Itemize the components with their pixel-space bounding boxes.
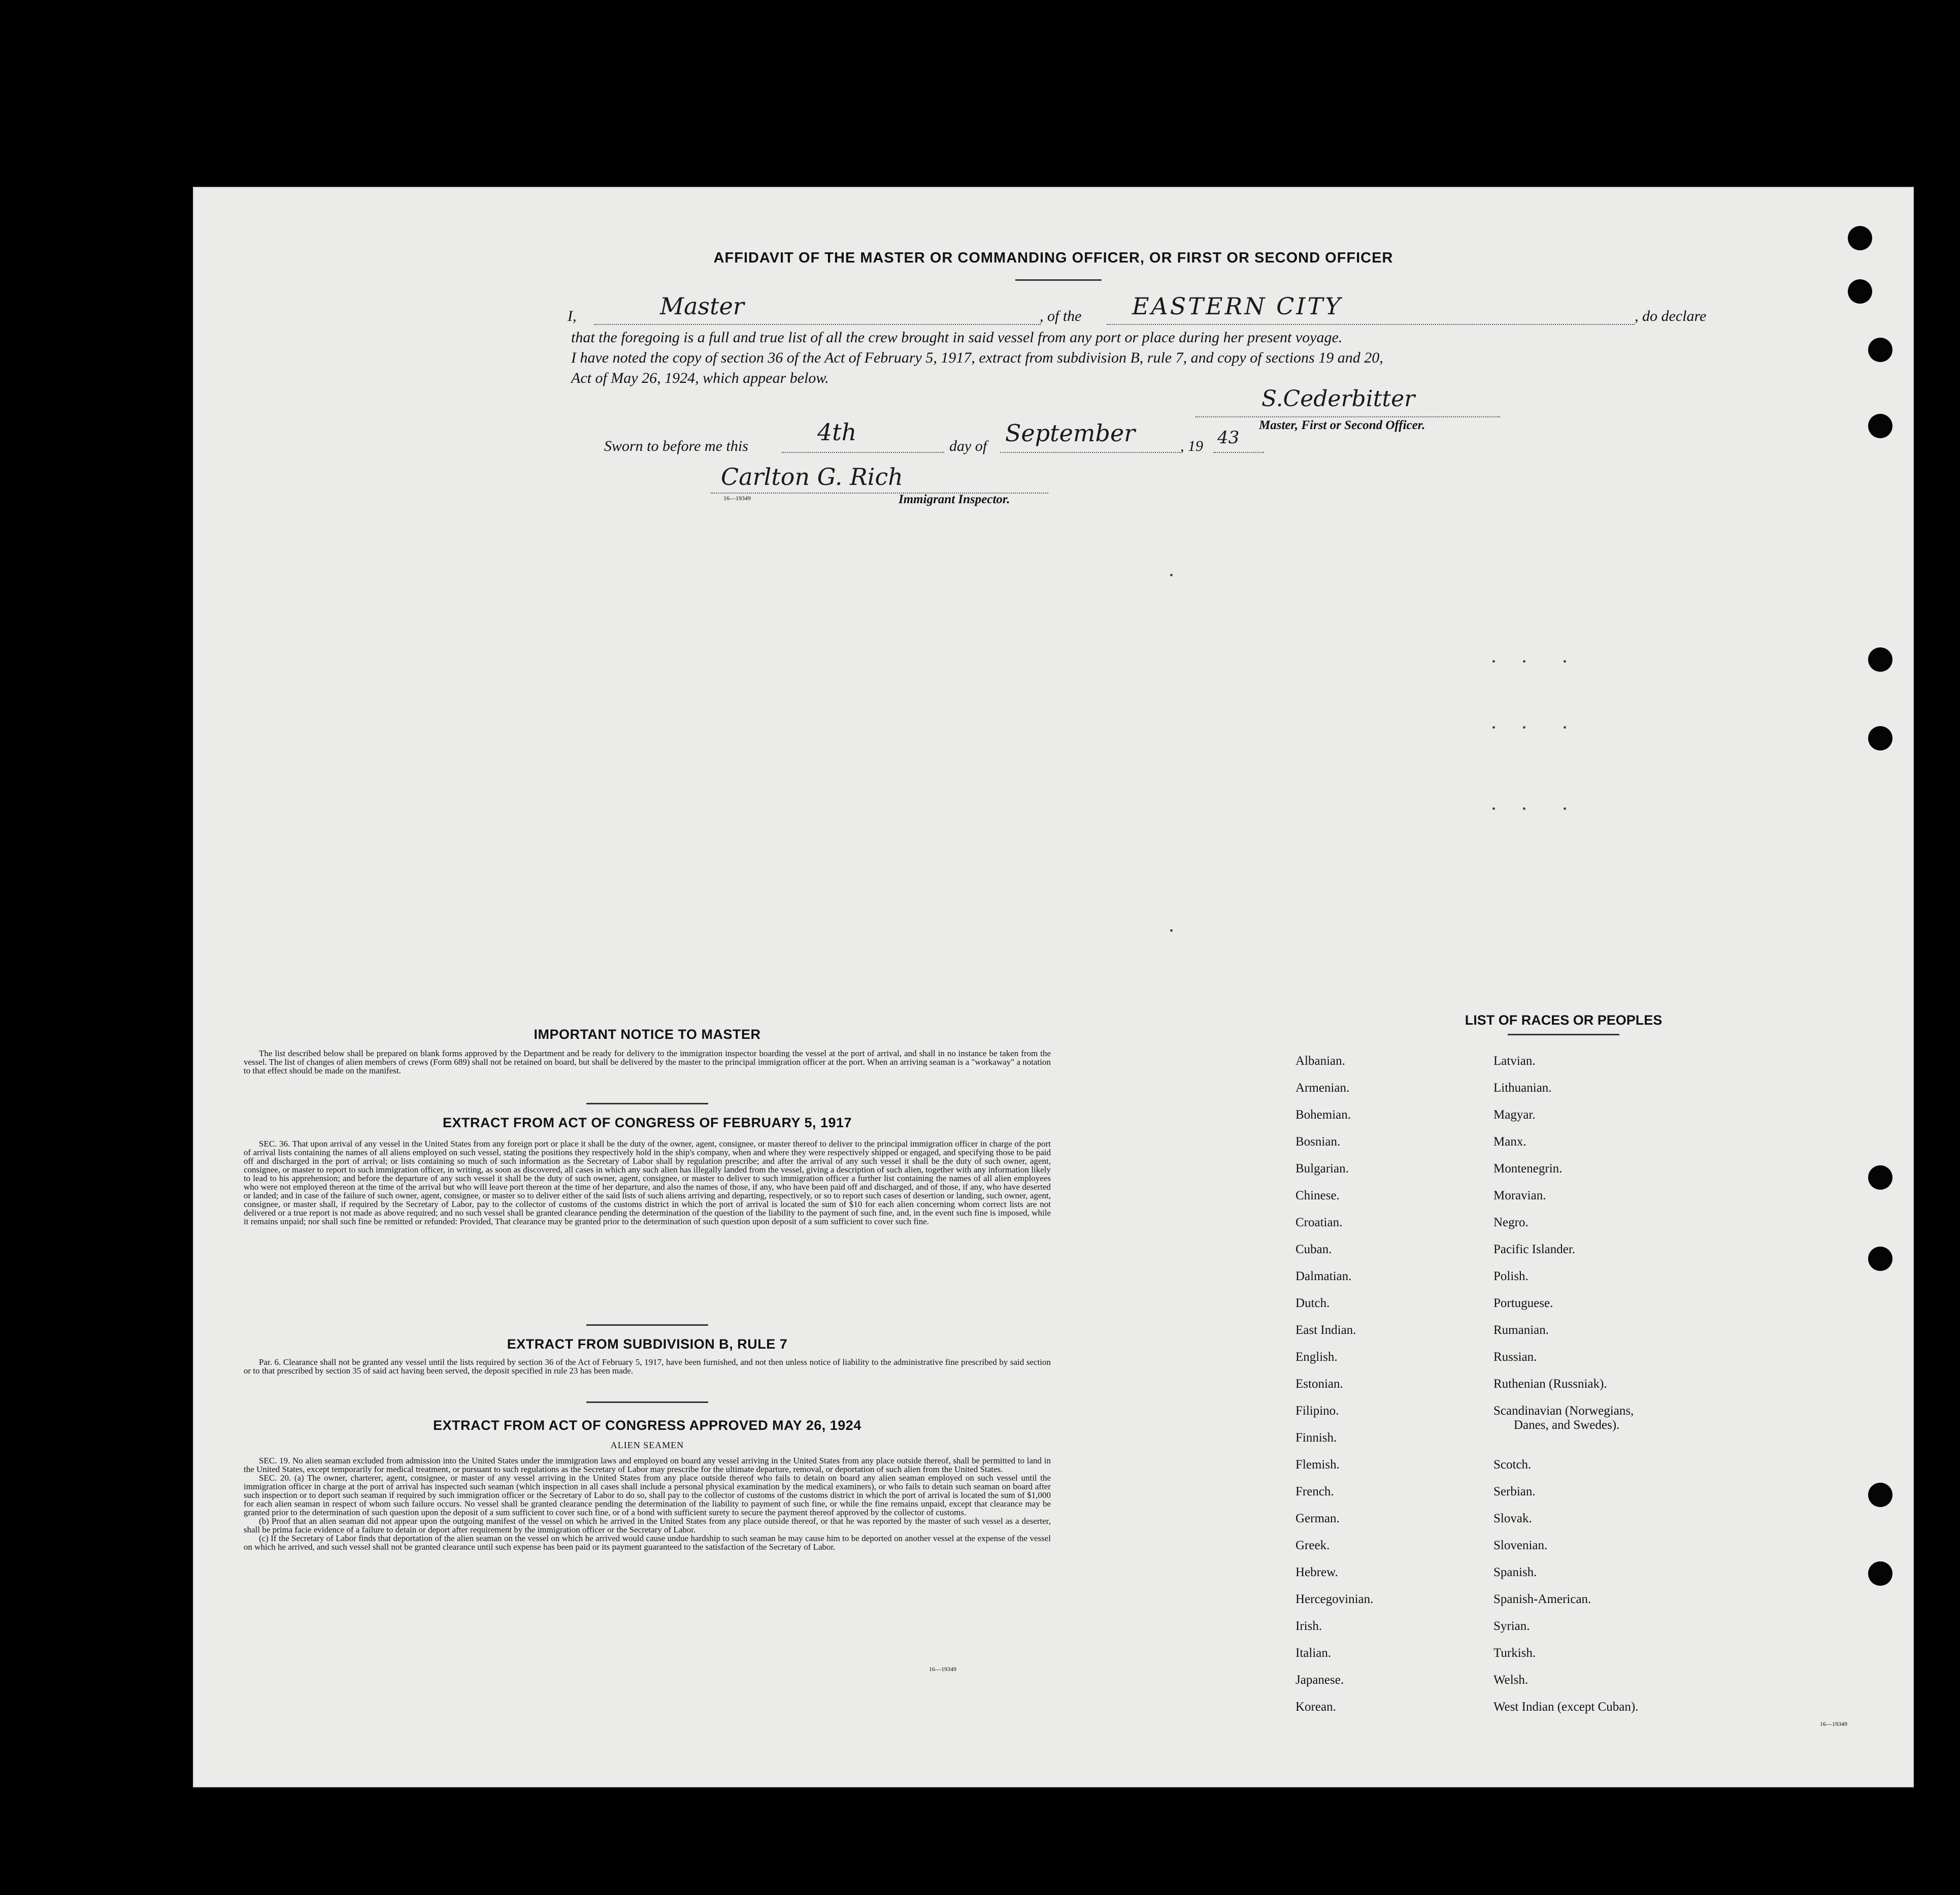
title-divider (1015, 279, 1102, 281)
race-item: Estonian. (1295, 1377, 1343, 1391)
notice-text: The list described below shall be prepared on blank forms approved by the Department and be ready for delivery to the immigration inspector boarding the vessel at the port of arrival, and shall in no instance be taken from the vessel. The list of changes of alien members of crews (Form 689) shall not be retained on board, but shall be delivered by the master to the principal immigration officer at the port. When an arriving seaman is a "workaway" a notation to that effect should be made on the manifest. (244, 1049, 1051, 1075)
name-field (594, 288, 1041, 325)
race-item: Negro. (1493, 1216, 1529, 1229)
month-value: September (1005, 419, 1136, 447)
race-item: Dalmatian. (1295, 1269, 1352, 1283)
race-item: Japanese. (1295, 1673, 1344, 1687)
alien-seamen-subtitle: ALIEN SEAMEN (610, 1440, 684, 1450)
race-item: Croatian. (1295, 1216, 1343, 1229)
name-value: Master (660, 292, 744, 320)
day-of-label: day of (949, 438, 987, 454)
act-1917-text: SEC. 36. That upon arrival of any vessel in the United States from any foreign port or place it shall be the duty of the owner, agent, consignee, or master thereof to deliver to the principal immigration officer in charge of the port of arrival lists containing the names of all aliens employed on such vessel, stating the positions they respectively hold in the ship's company, when and where they were respectively shipped or engaged, and specifying those to be paid off and discharged in the port of arrival; or lists containing so much of such information as the Secretary of Labor shall by regulation prescribe; and after the arrival of any such vessel it shall be the duty of such owner, agent, consignee, or master to report to such immigration officer, in writing, as soon as discovered, all cases in which any such alien has illegally landed from the vessel, giving a description of such alien, together with any information likely to lead to his apprehension; and before the departure of any such vessel it shall be the duty of such owner, agent, consignee, or master to deliver to such immigration officer a further list containing the names of all alien employees who were not employed thereon at the time of the arrival but who will leave port thereon at the time of her departure, and also the names of those, if any, who have been paid off and discharged, and of those, if any, who have deserted or landed; and in case of the failure of such owner, agent, consignee, or master so to deliver either of the said lists of such aliens arriving and departing, respectively, or so to report such cases of desertion or landing, such owner, agent, consignee, or master shall, if required by the Secretary of Labor, pay to the collector of customs of the customs district in which the port of arrival is located the sum of $10 for each alien concerning whom correct lists are not delivered or a true report is not made as above required; and no such vessel shall be granted clearance pending the determination of the question of the liability to the payment of such fine, and, in the event such fine is imposed, while it remains unpaid; nor shall such fine be remitted or refunded: Provided, That clearance may be granted prior to the determination of such question upon deposit of a sum sufficient to cover such fine. (244, 1139, 1051, 1226)
stray-mark (1492, 726, 1495, 729)
race-item: Slovenian. (1493, 1539, 1548, 1552)
race-item: Armenian. (1295, 1081, 1350, 1095)
race-item: West Indian (except Cuban). (1493, 1700, 1639, 1714)
race-item: Portuguese. (1493, 1296, 1553, 1310)
binder-hole-icon (1868, 1247, 1892, 1271)
races-list-left (1295, 1054, 1373, 1727)
year-field (1213, 416, 1264, 453)
form-number: 16—19349 (929, 1665, 956, 1673)
races-title: LIST OF RACES OR PEOPLES (1465, 1012, 1663, 1028)
i-label: I, (568, 308, 577, 324)
inspector-label: Immigrant Inspector. (899, 493, 1010, 506)
stray-mark (1564, 726, 1566, 729)
day-field (782, 416, 944, 453)
affidavit-line-4: Act of May 26, 1924, which appear below. (571, 370, 829, 386)
sworn-label: Sworn to before me this (604, 438, 748, 454)
race-item: Danes, and Swedes). (1514, 1418, 1620, 1432)
race-item: English. (1295, 1350, 1338, 1364)
race-item: Irish. (1295, 1619, 1322, 1633)
race-item: Polish. (1493, 1269, 1529, 1283)
race-item: Chinese. (1295, 1189, 1340, 1202)
stray-mark (1523, 726, 1525, 729)
binder-hole-icon (1848, 279, 1872, 304)
form-number: 16—19349 (723, 495, 751, 502)
binder-hole-icon (1868, 726, 1892, 750)
stray-mark (1523, 807, 1525, 810)
binder-hole-icon (1868, 647, 1892, 672)
vessel-field (1107, 288, 1635, 325)
stray-mark (1492, 807, 1495, 810)
race-item: Latvian. (1493, 1054, 1536, 1068)
document-page (193, 187, 1914, 1787)
master-label: Master, First or Second Officer. (1259, 418, 1425, 432)
race-item: Hercegovinian. (1295, 1592, 1374, 1606)
race-item: Korean. (1295, 1700, 1336, 1714)
section-divider (586, 1324, 708, 1326)
race-item: Russian. (1493, 1350, 1537, 1364)
race-item: Cuban. (1295, 1243, 1332, 1256)
affidavit-line-3: I have noted the copy of section 36 of the Act of February 5, 1917, extract from subdivision B, rule 7, and copy of sections 19 and 20, (571, 349, 1383, 366)
year-value: 43 (1217, 428, 1240, 448)
month-field (1000, 416, 1180, 453)
race-item: German. (1295, 1512, 1340, 1525)
stray-mark (1170, 574, 1173, 576)
race-item: Manx. (1493, 1135, 1526, 1149)
stray-mark (1564, 807, 1566, 810)
race-item: Turkish. (1493, 1646, 1536, 1660)
binder-hole-icon (1868, 1561, 1892, 1586)
race-item: Serbian. (1493, 1485, 1536, 1498)
notice-title: IMPORTANT NOTICE TO MASTER (534, 1027, 761, 1042)
race-item: Dutch. (1295, 1296, 1330, 1310)
race-item: Rumanian. (1493, 1323, 1549, 1337)
binder-hole-icon (1868, 1165, 1892, 1190)
race-item: Greek. (1295, 1539, 1330, 1552)
race-item: Pacific Islander. (1493, 1243, 1576, 1256)
race-item: Lithuanian. (1493, 1081, 1552, 1095)
race-item: Bohemian. (1295, 1108, 1351, 1122)
affidavit-line-2: that the foregoing is a full and true list of all the crew brought in said vessel from any port or place during her present voyage. (571, 329, 1343, 346)
binder-hole-icon (1868, 1483, 1892, 1507)
day-value: 4th (817, 418, 857, 446)
race-item: Bosnian. (1295, 1135, 1341, 1149)
sec-20c-text: (c) If the Secretary of Labor finds that deportation of the alien seaman on the vessel on which he arrived would cause undue hardship to such seaman he may cause him to be deported on another vessel at the expense of the vessel on which he arrived, and such vessel shall not be granted clearance until such expense has been paid or its payment guaranteed to the satisfaction of the Secretary of Labor. (244, 1533, 1051, 1552)
binder-hole-icon (1848, 226, 1872, 250)
race-item: Filipino. (1295, 1404, 1339, 1418)
race-item: Syrian. (1493, 1619, 1530, 1633)
inspector-signature-line (711, 461, 1048, 494)
race-item: Spanish-American. (1493, 1592, 1591, 1606)
race-item: Flemish. (1295, 1458, 1340, 1472)
of-the-label: , of the (1040, 308, 1082, 324)
rule-7-title: EXTRACT FROM SUBDIVISION B, RULE 7 (507, 1336, 788, 1352)
binder-hole-icon (1868, 338, 1892, 362)
master-signature: S.Cederbitter (1261, 386, 1415, 412)
race-item: Scotch. (1493, 1458, 1532, 1472)
race-item: Hebrew. (1295, 1565, 1338, 1579)
stray-mark (1523, 660, 1525, 663)
vessel-value: EASTERN CITY (1132, 292, 1343, 320)
act-1924-title: EXTRACT FROM ACT OF CONGRESS APPROVED MAY 26, 1924 (433, 1418, 861, 1433)
race-item: Spanish. (1493, 1565, 1537, 1579)
race-item: Albanian. (1295, 1054, 1345, 1068)
rule-7-text: Par. 6. Clearance shall not be granted any vessel until the lists required by section 36 of the Act of February 5, 1917, have been furnished, and not then unless notice of liability to the administrative fine prescribed by said section or to that prescribed by section 35 of said act having been served, the deposit specified in rule 23 has been made. (244, 1357, 1051, 1376)
sec-20b-text: (b) Proof that an alien seaman did not appear upon the outgoing manifest of the vessel on which he arrived in the United States from any place outside thereof, or that he was reported by the master of such vessel as a deserter, shall be prima facie evidence of a failure to detain or deport after requirement by the immigration officer or the Secretary of Labor. (244, 1516, 1051, 1534)
race-item: Magyar. (1493, 1108, 1536, 1122)
act-1924-text (244, 1456, 1051, 1551)
master-signature-line (1195, 381, 1500, 417)
races-divider (1508, 1034, 1619, 1035)
race-item: Scandinavian (Norwegians, (1493, 1404, 1634, 1418)
race-item: Bulgarian. (1295, 1162, 1349, 1175)
race-item: Montenegrin. (1493, 1162, 1563, 1175)
act-1917-title: EXTRACT FROM ACT OF CONGRESS OF FEBRUARY 5, 1917 (442, 1115, 852, 1130)
race-item: East Indian. (1295, 1323, 1356, 1337)
race-item: French. (1295, 1485, 1334, 1498)
form-number: 16—19349 (1820, 1720, 1847, 1727)
year-prefix: , 19 (1180, 438, 1203, 454)
race-item: Welsh. (1493, 1673, 1529, 1687)
sec-19-text: SEC. 19. No alien seaman excluded from admission into the United States under the immigration laws and employed on board any vessel arriving in the United States from any place outside thereof, shall be permitted to land in the United States, except temporarily for medical treatment, or pursuant to such regulations as the Secretary of Labor may prescribe for the ultimate departure, removal, or deportation of such alien from the United States. (244, 1456, 1051, 1474)
section-divider (586, 1103, 708, 1104)
section-divider (586, 1401, 708, 1403)
race-item: Italian. (1295, 1646, 1332, 1660)
stray-mark (1564, 660, 1566, 663)
sec-20a-text: SEC. 20. (a) The owner, charterer, agent, consignee, or master of any vessel arriving in the United States from any place outside thereof who fails to detain on board any alien seaman employed on such vessel until the immigration officer in charge at the port of arrival has inspected such seaman (which inspection in all cases shall include a personal physical examination by the medical examiners), or who fails to detain such seaman on board after such inspection or to deport such seaman if required by such immigration officer or the Secretary of Labor to do so, shall pay to the collector of customs of the customs district in which the port of arrival is located the sum of $1,000 for each alien seaman in respect of whom such failure occurs. No vessel shall be granted clearance pending the determination of the liability to payment of such fine, or while the fine remains unpaid, except that clearance may be granted prior to the determination of such question upon the deposit of a sum sufficient to cover such fine, or of a bond with sufficient surety to secure the payment thereof approved by the collector of customs. (244, 1473, 1051, 1517)
stray-mark (1170, 929, 1173, 932)
race-item: Slovak. (1493, 1512, 1532, 1525)
affidavit-title: AFFIDAVIT OF THE MASTER OR COMMANDING OFFICER, OR FIRST OR SECOND OFFICER (713, 250, 1393, 266)
race-item: Moravian. (1493, 1189, 1546, 1202)
races-list-right (1493, 1054, 1638, 1715)
declare-label: , do declare (1635, 308, 1707, 324)
inspector-signature: Carlton G. Rich (721, 463, 903, 491)
stray-mark (1492, 660, 1495, 663)
race-item: Ruthenian (Russniak). (1493, 1377, 1607, 1391)
binder-hole-icon (1868, 414, 1892, 438)
race-item: Finnish. (1295, 1431, 1337, 1445)
